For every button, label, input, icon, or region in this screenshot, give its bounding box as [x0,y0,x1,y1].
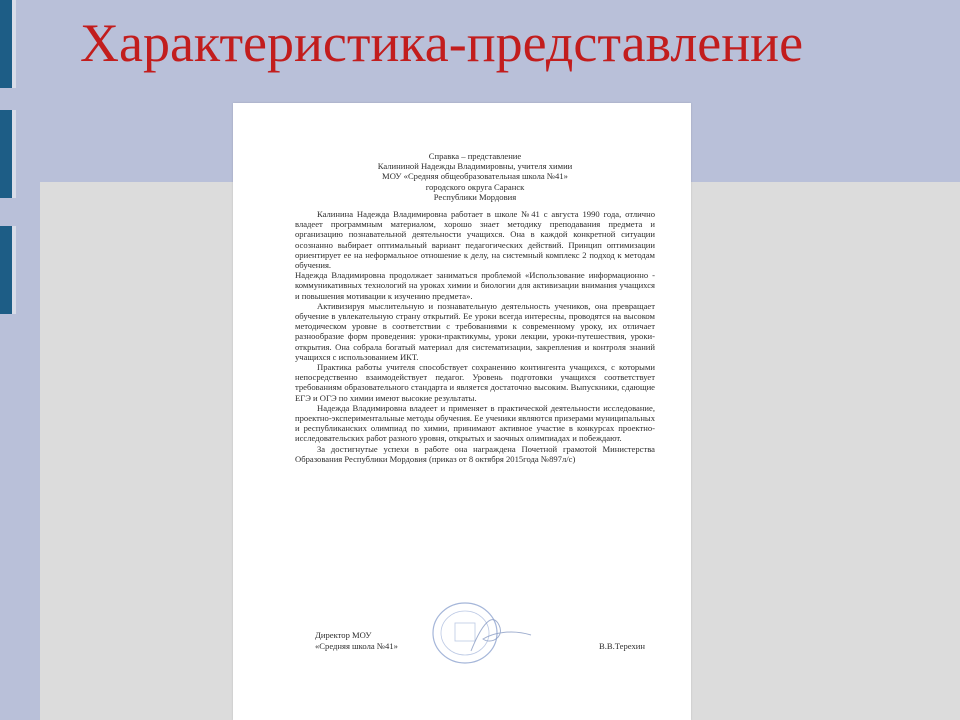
document-paragraph: Надежда Владимировна владеет и применяет в практической деятельности исследование, проектно-экспериментальные методы обучения. Ее ученики являются призерами муниципальных и республиканских олимпиад по химии, принимают активное участие в конкурсах проектно-исследовательских работ разного уровня, открытых и заочных олимпиадах и побеждают. [295,402,655,444]
signature-block [315,630,645,652]
document-paragraph: За достигнутые успехи в работе она награждена Почетной грамотой Министерства Образования Республики Мордовия (приказ от 8 октября 2015года №897л/с) [295,443,655,464]
document-paragraph: Надежда Владимировна продолжает заниматься проблемой «Использование информационно - коммуникативных технологий на уроках химии и биологии для активизации внимания учащихся и повышения мотивации к изучению предмета». [295,270,655,301]
accent-bar [0,110,16,198]
signature-row [315,641,645,652]
header-line: Справка – представление [428,151,522,161]
document-header [295,151,655,202]
signature-position-line: «Средняя школа №41» [315,641,398,651]
document-paragraph: Калинина Надежда Владимировна работает в школе №41 с августа 1990 года, отлично владеет программным материалом, хорошо знает методику преподавания предмета и организацию познавательной деятельности учащихся. Она в каждой конкретной ситуации осознанно выбирает оптимальный вариант педагогических действий. Принцип оптимизации ориентирует ее на неформальное отношение к делу, на системный комплекс 2 подход к методам обучения. [295,209,655,271]
header-line: МОУ «Средняя общеобразовательная школа №41» [382,171,568,182]
header-line: Республики Мордовия [433,191,517,202]
document-body [295,151,655,464]
accent-bar [0,226,16,314]
header-line: Калининой Надежды Владимировны, учителя химии [377,161,573,172]
document-paragraph: Активизируя мыслительную и познавательную деятельность учеников, она превращает обучение в увлекательную страну открытий. Ее уроки всегда интересны, проводятся на высоком методическом уровне в соответствии с требованиями к современному уроку, их отличает разнообразие форм проведения: уроки-практикумы, уроки лекции, уроки-путешествия, уроки-открытия. Она собрала богатый материал для систематизации, закрепления и контроля знаний учащихся с использованием ИКТ. [295,300,655,362]
document-page [233,103,691,720]
header-line: городского округа Саранск [425,181,525,192]
document-paragraph: Практика работы учителя способствует сохранению контингента учащихся, с которыми непосредственно взаимодействует педагог. Уровень подготовки учащихся соответствует требованиям образовательного стандарта и является достаточно высоким. Выпускники, сдающие ЕГЭ и ОГЭ по химии имеют высокие результаты. [295,362,655,403]
accent-bar [0,0,16,88]
signature-position-line: Директор МОУ [315,630,372,640]
slide-title: Характеристика-представление [80,13,804,73]
signatory-name: В.В.Терехин [599,641,645,651]
